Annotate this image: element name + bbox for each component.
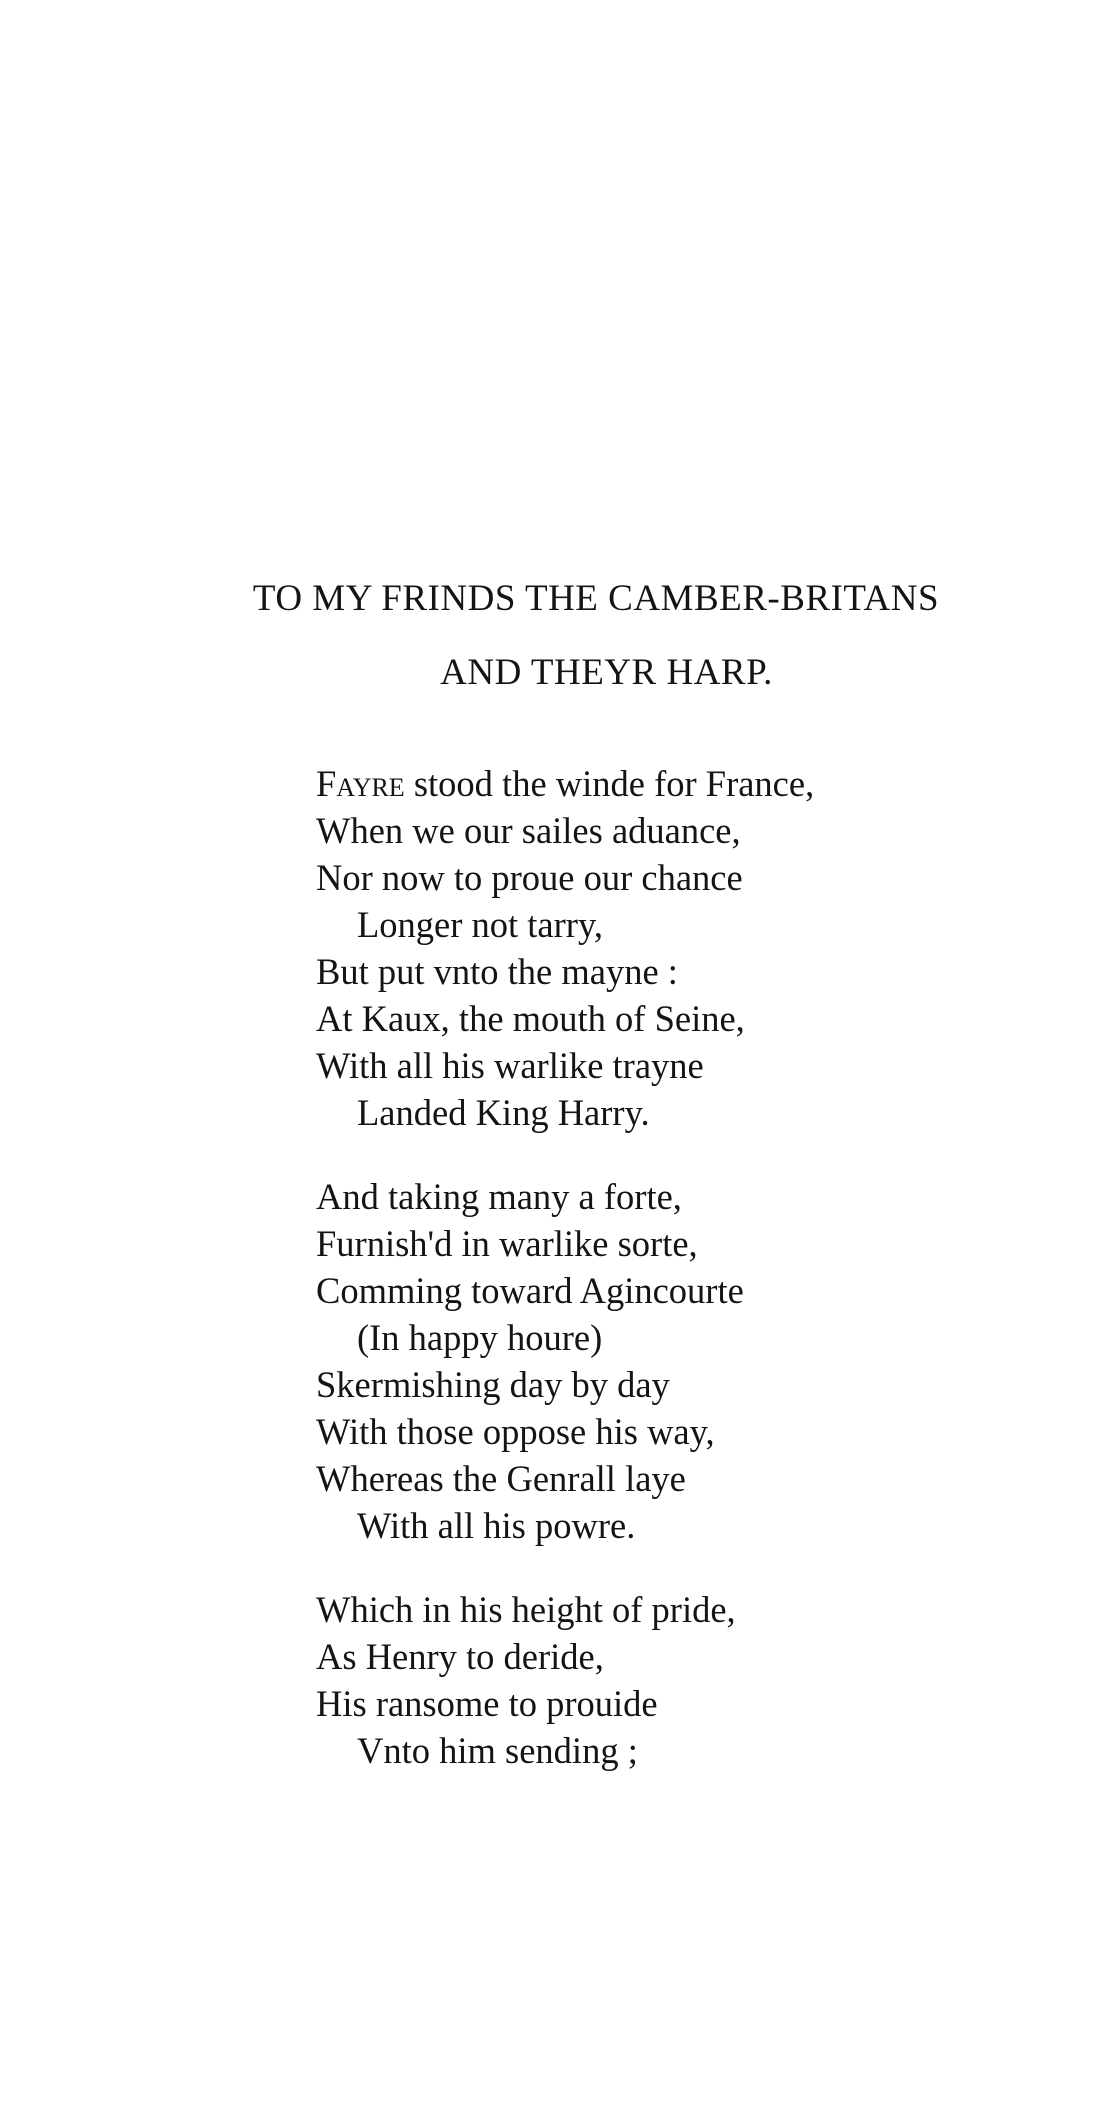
poem-line: But put vnto the mayne : bbox=[316, 951, 678, 992]
poem-line: With those oppose his way, bbox=[316, 1411, 715, 1452]
poem-title-line-1: TO MY FRINDS THE CAMBER-BRITANS bbox=[252, 578, 940, 619]
stanza-3 bbox=[316, 1586, 1076, 1774]
poem-title-line-2: AND THEYR HARP. bbox=[440, 652, 773, 693]
poem-body bbox=[316, 760, 1076, 1811]
drop-word: Fayre bbox=[316, 763, 405, 804]
poem-line: Nor now to proue our chance bbox=[316, 857, 743, 898]
poem-line: With all his warlike trayne bbox=[316, 1045, 704, 1086]
poem-line: Which in his height of pride, bbox=[316, 1589, 736, 1630]
stanza-2 bbox=[316, 1173, 1076, 1549]
poem-line: Skermishing day by day bbox=[316, 1364, 670, 1405]
poem-line: Comming toward Agincourte bbox=[316, 1270, 744, 1311]
poem-line bbox=[316, 760, 1076, 807]
poem-line-indented: Landed King Harry. bbox=[357, 1092, 650, 1133]
poem-line: His ransome to prouide bbox=[316, 1683, 658, 1724]
poem-line: When we our sailes aduance, bbox=[316, 810, 741, 851]
poem-line: And taking many a forte, bbox=[316, 1176, 682, 1217]
poem-line: Whereas the Genrall laye bbox=[316, 1458, 686, 1499]
poem-line: Furnish'd in warlike sorte, bbox=[316, 1223, 698, 1264]
poem-line-indented: Vnto him sending ; bbox=[357, 1730, 638, 1771]
poem-line: At Kaux, the mouth of Seine, bbox=[316, 998, 745, 1039]
stanza-1 bbox=[316, 760, 1076, 1136]
poem-line: As Henry to deride, bbox=[316, 1636, 604, 1677]
poem-line-indented: (In happy houre) bbox=[357, 1317, 603, 1358]
poem-line-indented: With all his powre. bbox=[357, 1505, 636, 1546]
poem-line-indented: Longer not tarry, bbox=[357, 904, 603, 945]
line-text: stood the winde for France, bbox=[404, 763, 815, 804]
